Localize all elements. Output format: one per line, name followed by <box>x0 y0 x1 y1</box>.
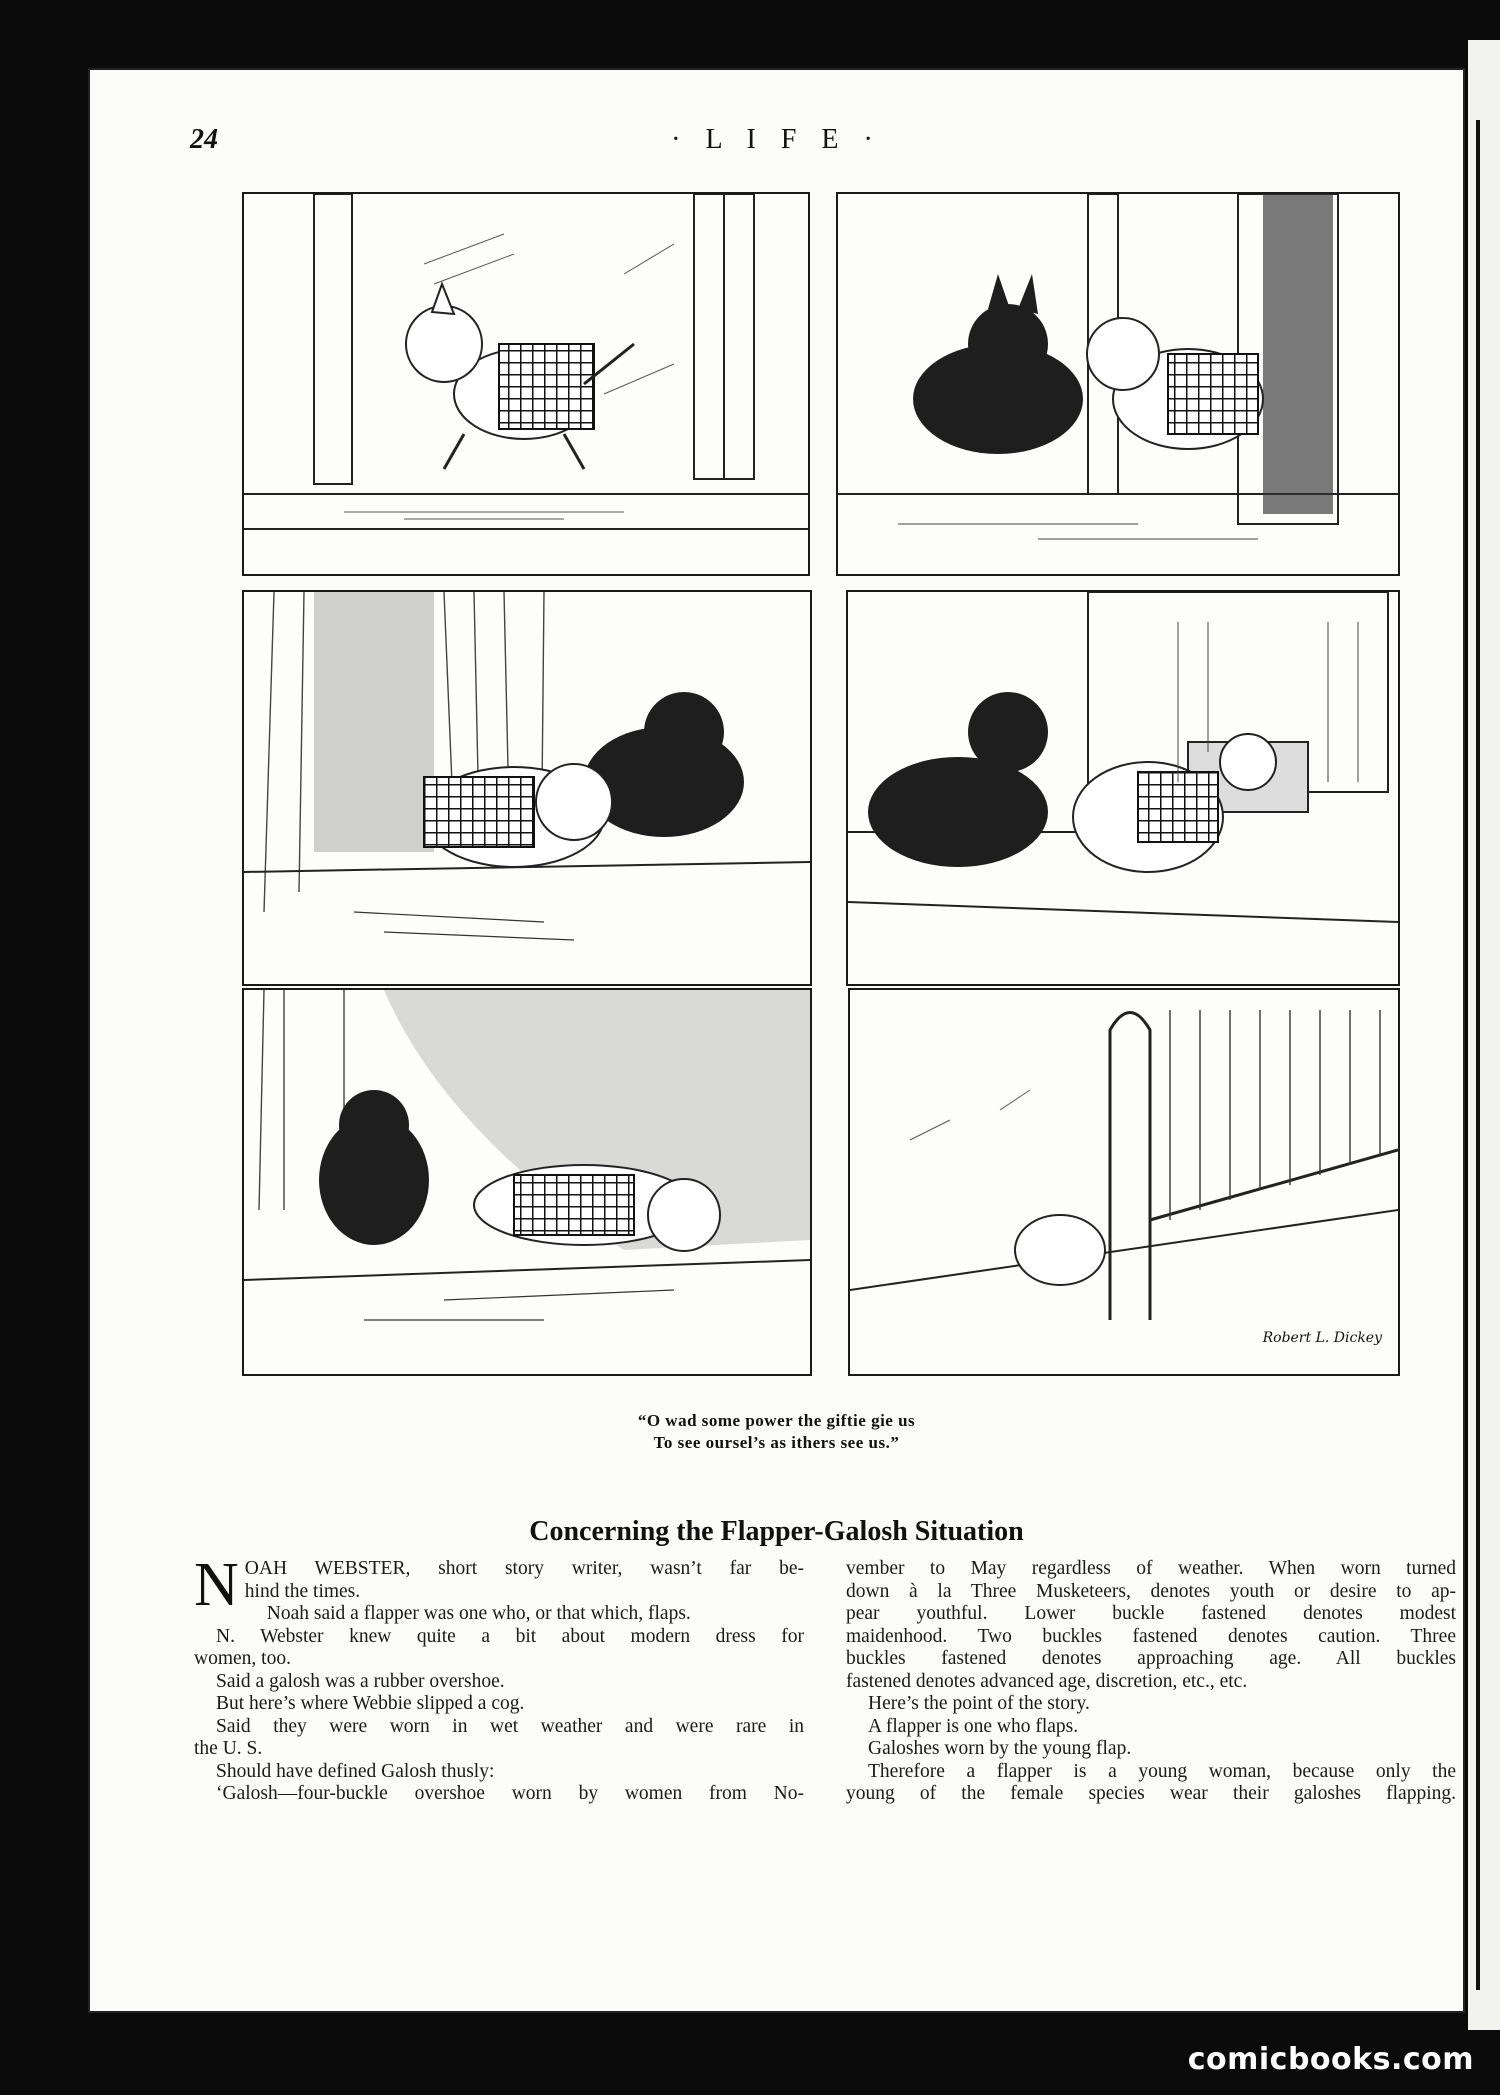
paragraph-line: A flapper is one who flaps. <box>868 1715 1079 1737</box>
article-left-column <box>194 1551 804 1806</box>
article-headline: Concerning the Flapper-Galosh Situation <box>529 1516 1024 1547</box>
paragraph-line: maidenhood. Two buckles fastened denotes caution. Three <box>846 1625 1456 1647</box>
panel-3-illustration <box>244 592 810 984</box>
panel-5-illustration <box>244 990 810 1374</box>
paragraph-line: down à la Three Musketeers, denotes youth or desire to ap- <box>846 1580 1456 1602</box>
caption-line-1: “O wad some power the giftie gie us <box>637 1411 916 1430</box>
comic-panel-4 <box>846 590 1400 986</box>
paragraph-line: Noah said a flapper was one who, or that which, flaps. <box>266 1603 691 1624</box>
paragraph-line: ‘Galosh—four-buckle overshoe worn by women from No- <box>216 1783 804 1804</box>
comic-panel-5 <box>242 988 812 1376</box>
paragraph-line: buckles fastened denotes approaching age. All buckles <box>846 1648 1456 1669</box>
page-number: 24 <box>190 124 218 155</box>
magazine-page <box>88 68 1465 2013</box>
paragraph-line: vember to May regardless of weather. When worn turned <box>846 1558 1456 1579</box>
paragraph-line: Said a galosh was a rubber overshoe. <box>216 1670 505 1692</box>
paragraph-line: Therefore a flapper is a young woman, because only the <box>868 1760 1456 1782</box>
site-watermark: comicbooks.com <box>1187 2042 1474 2077</box>
paragraph-line: pear youthful. Lower buckle fastened denotes modest <box>846 1603 1456 1624</box>
comic-caption <box>88 1410 1465 1454</box>
comic-panel-2 <box>836 192 1400 576</box>
drop-cap: N <box>194 1551 239 1619</box>
panel-1-illustration <box>244 194 808 574</box>
paragraph-line: Said they were worn in wet weather and were rare in <box>216 1715 804 1737</box>
paragraph-line: But here’s where Webbie slipped a cog. <box>216 1693 525 1714</box>
paragraph-line: fastened denotes advanced age, discretion, etc., etc. <box>846 1670 1248 1692</box>
next-page-edge <box>1468 40 1500 2030</box>
paragraph-line: women, too. <box>194 1648 291 1669</box>
article-right-column <box>846 1558 1456 1806</box>
caption-line-2: To see oursel’s as ithers see us.” <box>653 1433 900 1452</box>
comic-panel-3 <box>242 590 812 986</box>
panel-4-illustration <box>848 592 1398 984</box>
paragraph-line: Here’s the point of the story. <box>868 1693 1090 1714</box>
paragraph-line: Galoshes worn by the young flap. <box>868 1738 1132 1759</box>
comic-panel-6 <box>848 988 1400 1376</box>
comic-panel-1 <box>242 192 810 576</box>
paragraph-line: Should have defined Galosh thusly: <box>216 1760 495 1782</box>
paragraph-line: the U. S. <box>194 1738 263 1759</box>
panel-6-illustration <box>850 990 1398 1374</box>
paragraph-line: young of the female species wear their galoshes flapping. <box>846 1783 1456 1804</box>
panel-2-illustration <box>838 194 1398 574</box>
running-head: · L I F E · <box>671 124 882 155</box>
paragraph-line: NOAH WEBSTER, short story writer, wasn’t far be- <box>194 1551 804 1619</box>
paragraph-line: N. Webster knew quite a bit about modern dress for <box>216 1625 804 1647</box>
artist-signature: Robert L. Dickey <box>1262 1330 1382 1346</box>
paragraph-line: hind the times. <box>244 1580 361 1602</box>
